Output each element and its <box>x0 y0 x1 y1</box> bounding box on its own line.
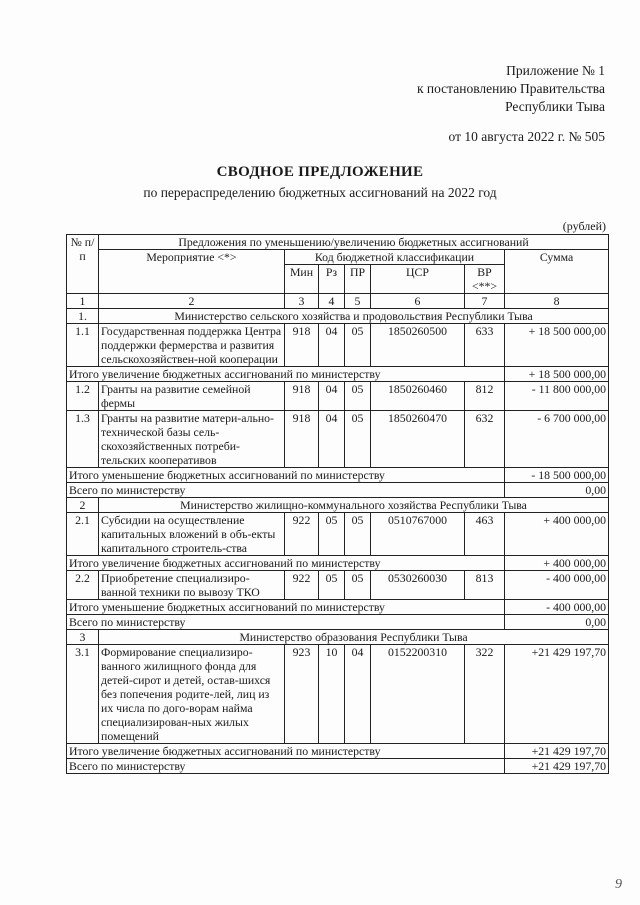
ministry-name: Министерство сельского хозяйства и продовольствия Республики Тыва <box>99 309 609 324</box>
item-num: 2.1 <box>67 513 99 556</box>
item-num: 2.2 <box>67 571 99 600</box>
ministry-row <box>67 630 609 645</box>
item-num: 1.3 <box>67 411 99 468</box>
total-row <box>67 744 609 759</box>
column-numbers-row <box>67 294 609 309</box>
total-sum: 0,00 <box>505 615 609 630</box>
total-row <box>67 468 609 483</box>
item-csr: 0152200310 <box>371 645 465 744</box>
item-csr: 0530260030 <box>371 571 465 600</box>
column-number: 2 <box>99 294 285 309</box>
item-vr: 632 <box>465 411 505 468</box>
table-row <box>67 645 609 744</box>
item-sum: + 18 500 000,00 <box>505 324 609 367</box>
item-num: 1.1 <box>67 324 99 367</box>
item-min: 918 <box>285 411 319 468</box>
ministry-num: 2 <box>67 498 99 513</box>
column-number: 3 <box>285 294 319 309</box>
total-label: Всего по министерству <box>67 615 505 630</box>
table-row <box>67 513 609 556</box>
item-rz: 10 <box>319 645 345 744</box>
item-min: 923 <box>285 645 319 744</box>
column-number: 8 <box>505 294 609 309</box>
item-rz: 05 <box>319 571 345 600</box>
item-sum: + 400 000,00 <box>505 513 609 556</box>
column-number: 6 <box>371 294 465 309</box>
item-pr: 05 <box>345 382 371 411</box>
header-vr: ВР <**> <box>465 265 505 294</box>
item-sum: +21 429 197,70 <box>505 645 609 744</box>
header-num: № п/п <box>67 235 99 294</box>
item-name: Гранты на развитие семейной фермы <box>99 382 285 411</box>
item-name: Гранты на развитие матери-ально-технической базы сель-скохозяйственных потреби-тельских кооперативов <box>99 411 285 468</box>
total-sum: - 18 500 000,00 <box>505 468 609 483</box>
total-sum: + 400 000,00 <box>505 556 609 571</box>
header-code: Код бюджетной классификации <box>285 250 505 265</box>
ministry-name: Министерство образования Республики Тыва <box>99 630 609 645</box>
item-vr: 812 <box>465 382 505 411</box>
item-rz: 04 <box>319 411 345 468</box>
table-body <box>67 309 609 774</box>
item-vr: 633 <box>465 324 505 367</box>
ministry-num: 1. <box>67 309 99 324</box>
item-sum: - 6 700 000,00 <box>505 411 609 468</box>
ministry-num: 3 <box>67 630 99 645</box>
item-name: Государственная поддержка Центра поддержки фермерства и развития сельскохозяйствен-ной кооперации <box>99 324 285 367</box>
item-csr: 1850260460 <box>371 382 465 411</box>
item-name: Формирование специализиро-ванного жилищного фонда для детей-сирот и детей, остав-шихся без попечения родите-лей, лиц из их числа по дого-ворам найма специализирован-ных жилых помещений <box>99 645 285 744</box>
item-vr: 463 <box>465 513 505 556</box>
item-pr: 05 <box>345 324 371 367</box>
item-min: 918 <box>285 324 319 367</box>
total-row <box>67 615 609 630</box>
total-sum: +21 429 197,70 <box>505 744 609 759</box>
total-row <box>67 556 609 571</box>
total-label: Итого увеличение бюджетных ассигнований по министерству <box>67 367 505 382</box>
item-name: Приобретение специализиро-ванной техники по вывозу ТКО <box>99 571 285 600</box>
table-row <box>67 382 609 411</box>
appendix-line-3: Республики Тыва <box>505 99 605 114</box>
column-number: 1 <box>67 294 99 309</box>
header-rz: Рз <box>319 265 345 294</box>
table-row <box>67 411 609 468</box>
item-sum: - 11 800 000,00 <box>505 382 609 411</box>
item-vr: 322 <box>465 645 505 744</box>
appendix-line-2: к постановлению Правительства <box>416 81 605 96</box>
item-min: 922 <box>285 513 319 556</box>
item-min: 922 <box>285 571 319 600</box>
header-event: Мероприятие <*> <box>99 250 285 294</box>
item-pr: 04 <box>345 645 371 744</box>
item-rz: 05 <box>319 513 345 556</box>
appendix-block <box>355 62 605 146</box>
item-name: Субсидии на осуществление капитальных вложений в объ-екты капитального строитель-ства <box>99 513 285 556</box>
item-csr: 1850260470 <box>371 411 465 468</box>
document-subtitle: по перераспределению бюджетных ассигнований на 2022 год <box>143 185 497 200</box>
item-min: 918 <box>285 382 319 411</box>
item-vr: 813 <box>465 571 505 600</box>
total-sum: - 400 000,00 <box>505 600 609 615</box>
item-num: 3.1 <box>67 645 99 744</box>
units-label: (рублей) <box>562 219 606 233</box>
document-title: СВОДНОЕ ПРЕДЛОЖЕНИЕ <box>216 164 424 180</box>
page-mark: 9 <box>615 877 622 892</box>
appendix-date: от 10 августа 2022 г. № 505 <box>448 129 605 144</box>
item-sum: - 400 000,00 <box>505 571 609 600</box>
item-num: 1.2 <box>67 382 99 411</box>
header-sum: Сумма <box>505 250 609 294</box>
header-csr: ЦСР <box>371 265 465 294</box>
total-label: Всего по министерству <box>67 483 505 498</box>
total-row <box>67 759 609 774</box>
total-row <box>67 367 609 382</box>
header-proposals: Предложения по уменьшению/увеличению бюджетных ассигнований <box>99 235 609 250</box>
ministry-row <box>67 309 609 324</box>
total-sum: + 18 500 000,00 <box>505 367 609 382</box>
total-label: Всего по министерству <box>67 759 505 774</box>
total-label: Итого уменьшение бюджетных ассигнований по министерству <box>67 600 505 615</box>
budget-table <box>66 234 609 774</box>
ministry-name: Министерство жилищно-коммунального хозяйства Республики Тыва <box>99 498 609 513</box>
total-row <box>67 600 609 615</box>
column-number: 7 <box>465 294 505 309</box>
ministry-row <box>67 498 609 513</box>
item-rz: 04 <box>319 324 345 367</box>
total-label: Итого увеличение бюджетных ассигнований по министерству <box>67 556 505 571</box>
table-row <box>67 324 609 367</box>
header-pr: ПР <box>345 265 371 294</box>
item-pr: 05 <box>345 411 371 468</box>
item-csr: 1850260500 <box>371 324 465 367</box>
total-row <box>67 483 609 498</box>
total-sum: 0,00 <box>505 483 609 498</box>
header-min: Мин <box>285 265 319 294</box>
total-label: Итого увеличение бюджетных ассигнований по министерству <box>67 744 505 759</box>
item-rz: 04 <box>319 382 345 411</box>
total-label: Итого уменьшение бюджетных ассигнований по министерству <box>67 468 505 483</box>
column-number: 4 <box>319 294 345 309</box>
appendix-line-1: Приложение № 1 <box>506 63 605 78</box>
table-row <box>67 571 609 600</box>
item-pr: 05 <box>345 513 371 556</box>
item-pr: 05 <box>345 571 371 600</box>
column-number: 5 <box>345 294 371 309</box>
total-sum: +21 429 197,70 <box>505 759 609 774</box>
item-csr: 0510767000 <box>371 513 465 556</box>
